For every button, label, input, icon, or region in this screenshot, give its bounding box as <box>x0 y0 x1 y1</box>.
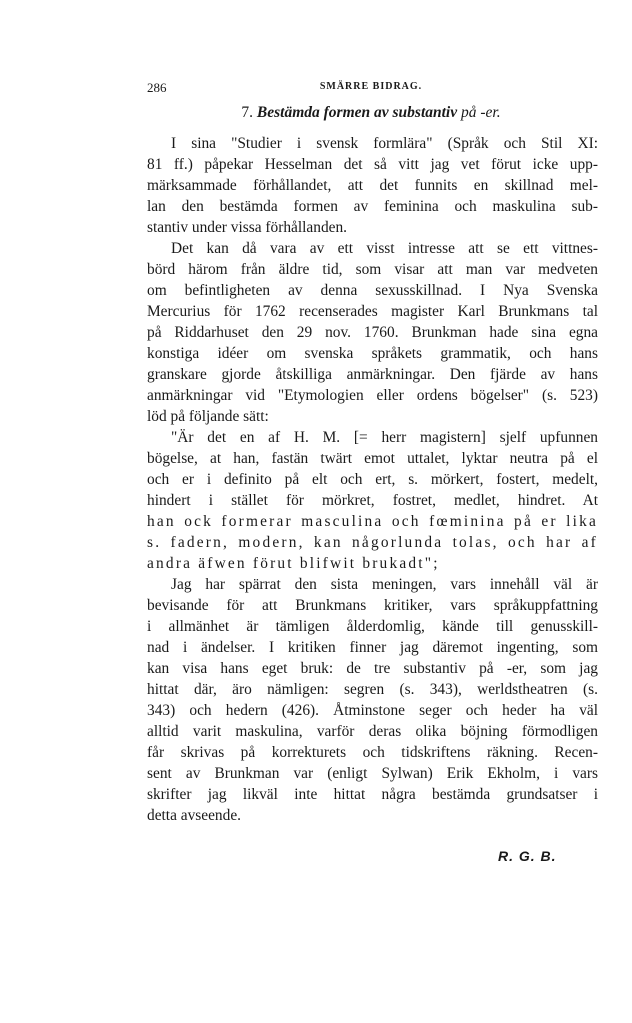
text-line: anmärkningar vid "Etymologien eller ordens bögelser" (s. 523) <box>147 387 598 404</box>
text-line: i allmänhet är tämligen ålderdomlig, kände till genusskill- <box>147 618 598 635</box>
page-number: 286 <box>147 80 167 95</box>
quote-line: bögelse, at han, fastän twärt emot uttalet, lyktar neutra på el <box>147 450 598 467</box>
text-line: stantiv under vissa förhållanden. <box>147 219 348 236</box>
quote-line-spaced: s. fadern, modern, kan någorlunda tolas, och har af <box>147 534 598 551</box>
text-line: skrifter jag likväl inte hittat några bestämda grundsatser i <box>147 786 598 803</box>
text-line: nad i ändelser. I kritiken finner jag däremot ingenting, som <box>147 639 598 656</box>
text-line: på Riddarhuset den 29 nov. 1760. Brunkman hade sina egna <box>147 324 598 341</box>
text-line: Det kan då vara av ett visst intresse att se ett vittnes- <box>171 240 598 257</box>
quote-line-spaced: andra äfwen förut blifwit brukadt"; <box>147 555 440 572</box>
text-line: 343) och hedern (426). Åtminstone seger och heder ha väl <box>147 702 598 719</box>
text-line: konstiga idéer om svenska språkets grammatik, och hans <box>147 345 598 362</box>
text-line: börd härom från äldre tid, som visar att man var medveten <box>147 261 598 278</box>
text-line: får skrivas på korrekturets och tidskriftens räkning. Recen- <box>147 744 598 761</box>
quote-line: hindert i stället för mörkret, fostret, medlet, hindret. At <box>147 492 598 509</box>
quote-line: och er i definito på elt och ert, s. mörkert, fostert, medelt, <box>147 471 598 488</box>
body-text <box>147 133 598 826</box>
running-head <box>147 80 595 96</box>
author-signature: R. G. B. <box>498 848 557 864</box>
section-title-main: Bestämda formen av substantiv <box>256 104 458 121</box>
text-line: lan den bestämda formen av feminina och maskulina sub- <box>147 198 598 215</box>
text-line: bevisande för att Brunkmans kritiker, vars språkuppfattning <box>147 597 598 614</box>
text-line: om befintligheten av denna sexusskillnad. I Nya Svenska <box>147 282 598 299</box>
text-line: alltid varit maskulina, varför deras olika böjning förmodligen <box>147 723 598 740</box>
text-line: 81 ff.) påpekar Hesselman det så vitt jag vet förut icke upp- <box>147 156 598 173</box>
quote-line-spaced: han ock formerar masculina och fœminina på er lika <box>147 513 598 530</box>
quote-line: "Är det en af H. M. [= herr magistern] sjelf upfunnen <box>171 429 598 446</box>
running-title: SMÄRRE BIDRAG. <box>319 81 423 92</box>
text-line: märksammade förhållandet, att det funnits en skillnad mel- <box>147 177 598 194</box>
text-line: kan visa hans eget bruk: de tre substantiv på -er, som jag <box>147 660 598 677</box>
text-line: Jag har spärrat den sista meningen, vars innehåll väl är <box>171 576 598 593</box>
text-line: detta avseende. <box>147 807 242 824</box>
text-line: sent av Brunkman var (enligt Sylwan) Erik Ekholm, i vars <box>147 765 598 782</box>
section-number: 7. <box>241 104 254 121</box>
text-line: granskare gjorde åtskilliga anmärkningar. Den fjärde av hans <box>147 366 598 383</box>
section-title-suffix: på -er. <box>461 104 501 121</box>
text-line: Mercurius för 1762 recenserades magister Karl Brunkmans tal <box>147 303 598 320</box>
text-line: I sina "Studier i svensk formlära" (Språk och Stil XI: <box>171 135 598 152</box>
section-heading <box>147 104 595 122</box>
text-line: löd på följande sätt: <box>147 408 269 425</box>
text-line: hittat där, äro nämligen: segren (s. 343), werldstheatren (s. <box>147 681 598 698</box>
